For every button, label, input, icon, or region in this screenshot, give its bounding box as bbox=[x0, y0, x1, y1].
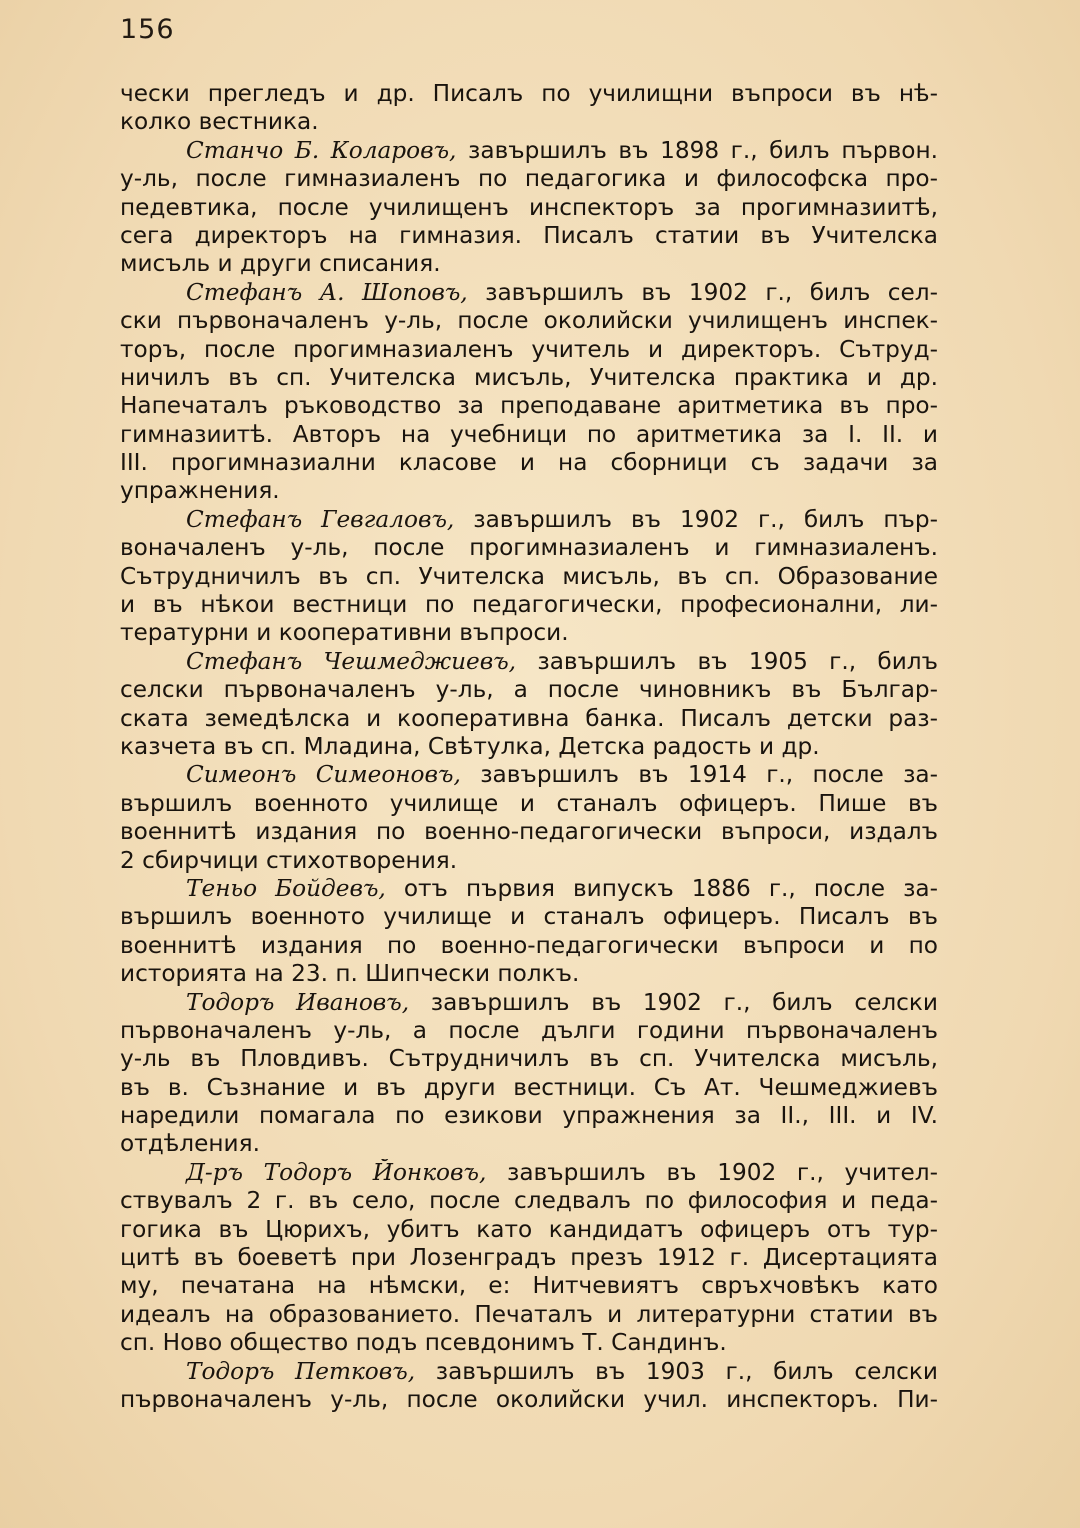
text-line bbox=[120, 733, 938, 761]
line-text: му, печатана на нѣмски, е: Нитчевиятъ свръхчовѣкъ като bbox=[120, 1272, 938, 1300]
line-text: цитѣ въ боеветѣ при Лозенградъ презъ 1912 г. Дисертацията bbox=[120, 1244, 938, 1272]
text-line bbox=[120, 648, 938, 676]
text-line bbox=[120, 1329, 938, 1357]
line-text: вършилъ военното училище и станалъ офицеръ. Писалъ въ bbox=[120, 903, 938, 931]
line-text: завършилъ въ 1902 г., билъ селски bbox=[409, 988, 938, 1016]
person-name: Станчо Б. Коларовъ, bbox=[186, 136, 457, 164]
page-number: 156 bbox=[120, 14, 175, 45]
text-line bbox=[120, 1301, 938, 1329]
line-text: ствувалъ 2 г. въ село, после следвалъ по философия и педа- bbox=[120, 1187, 938, 1215]
text-line bbox=[120, 250, 938, 278]
line-text: селски първоначаленъ у-ль, а после чиновникъ въ Българ- bbox=[120, 676, 938, 704]
text-line bbox=[120, 534, 938, 562]
body-text bbox=[120, 80, 938, 1414]
text-line bbox=[120, 1216, 938, 1244]
line-text: вършилъ военното училище и станалъ офицеръ. Пише въ bbox=[120, 789, 938, 817]
text-line bbox=[120, 1017, 938, 1045]
line-text: педевтика, после училищенъ инспекторъ за прогимназиитѣ, bbox=[120, 193, 938, 221]
line-text: упражнения. bbox=[120, 477, 280, 505]
line-text: отъ първия випускъ 1886 г., после за- bbox=[385, 874, 938, 902]
text-line bbox=[120, 932, 938, 960]
line-text: ската земедѣлска и кооперативна банка. Писалъ детски раз- bbox=[120, 704, 938, 732]
text-line bbox=[120, 903, 938, 931]
text-line bbox=[120, 790, 938, 818]
line-text: гогика въ Цюрихъ, убитъ като кандидатъ офицеръ отъ тур- bbox=[120, 1215, 938, 1243]
line-text: мисъль и други списания. bbox=[120, 250, 441, 278]
line-text: у-ль, после гимназиаленъ по педагогика и философска про- bbox=[120, 165, 938, 193]
text-line bbox=[120, 307, 938, 335]
person-name: Тодоръ Петковъ, bbox=[186, 1357, 416, 1385]
text-line bbox=[120, 477, 938, 505]
text-line bbox=[120, 165, 938, 193]
line-text: 2 сбирчици стихотворения. bbox=[120, 846, 458, 874]
text-line bbox=[120, 1272, 938, 1300]
text-line bbox=[120, 1074, 938, 1102]
line-text: въ в. Съзнание и въ други вестници. Съ Ат. Чешмеджиевъ bbox=[120, 1073, 938, 1101]
text-line bbox=[120, 279, 938, 307]
person-name: Теньо Бойдевъ, bbox=[186, 874, 386, 902]
text-line bbox=[120, 1130, 938, 1158]
line-text: гимназиитѣ. Авторъ на учебници по аритметика за I. II. и bbox=[120, 420, 938, 448]
text-line bbox=[120, 818, 938, 846]
line-text: наредили помагала по езикови упражнения за II., III. и IV. bbox=[120, 1102, 938, 1130]
text-line bbox=[120, 1102, 938, 1130]
text-line bbox=[120, 847, 938, 875]
line-text: воначаленъ у-ль, после прогимназиаленъ и гимназиаленъ. bbox=[120, 534, 938, 562]
line-text: ничилъ въ сп. Учителска мисъль, Учителска практика и др. bbox=[120, 363, 938, 391]
text-line bbox=[120, 506, 938, 534]
person-name: Симеонъ Симеоновъ, bbox=[186, 761, 461, 789]
line-text: Напечаталъ ръководство за преподаване аритметика въ про- bbox=[120, 392, 938, 420]
text-line bbox=[120, 619, 938, 647]
line-text: историята на 23. п. Шипчески полкъ. bbox=[120, 960, 580, 988]
text-line bbox=[120, 1358, 938, 1386]
text-line bbox=[120, 1045, 938, 1073]
line-text: завършилъ въ 1903 г., билъ селски bbox=[415, 1357, 938, 1385]
line-text: завършилъ въ 1914 г., после за- bbox=[460, 761, 938, 789]
line-text: първоначаленъ у-ль, а после дълги години първоначаленъ bbox=[120, 1016, 938, 1044]
text-line bbox=[120, 1386, 938, 1414]
text-line bbox=[120, 392, 938, 420]
line-text: завършилъ въ 1902 г., билъ пър- bbox=[454, 505, 938, 533]
line-text: чески прегледъ и др. Писалъ по училищни въпроси въ нѣ- bbox=[120, 80, 938, 107]
line-text: отдѣления. bbox=[120, 1130, 260, 1158]
person-name: Стефанъ А. Шоповъ, bbox=[186, 278, 468, 306]
text-line bbox=[120, 222, 938, 250]
text-line bbox=[120, 591, 938, 619]
text-line bbox=[120, 563, 938, 591]
text-line bbox=[120, 676, 938, 704]
text-line bbox=[120, 137, 938, 165]
text-line bbox=[120, 449, 938, 477]
line-text: торъ, после прогимназиаленъ учитель и директоръ. Сътруд- bbox=[120, 335, 938, 363]
line-text: завършилъ въ 1902 г., учител- bbox=[486, 1158, 938, 1186]
text-line bbox=[120, 761, 938, 789]
line-text: идеалъ на образованието. Печаталъ и литературни статии въ bbox=[120, 1300, 938, 1328]
person-name: Д-ръ Тодоръ Йонковъ, bbox=[186, 1158, 487, 1186]
line-text: тературни и кооперативни въпроси. bbox=[120, 619, 569, 647]
text-line bbox=[120, 194, 938, 222]
line-text: у-ль въ Пловдивъ. Сътрудничилъ въ сп. Учителска мисъль, bbox=[120, 1045, 938, 1073]
line-text: сега директоръ на гимназия. Писалъ статии въ Учителска bbox=[120, 221, 938, 249]
person-name: Тодоръ Ивановъ, bbox=[186, 988, 410, 1016]
text-line bbox=[120, 336, 938, 364]
line-text: III. прогимназиални класове и на сборници съ задачи за bbox=[120, 449, 938, 477]
text-line bbox=[120, 1244, 938, 1272]
line-text: завършилъ въ 1905 г., билъ bbox=[516, 647, 938, 675]
text-line bbox=[120, 1159, 938, 1187]
text-line bbox=[120, 364, 938, 392]
line-text: сп. Ново общество подъ псевдонимъ Т. Сандинъ. bbox=[120, 1329, 727, 1357]
person-name: Стефанъ Гевгаловъ, bbox=[186, 505, 455, 533]
text-line bbox=[120, 875, 938, 903]
line-text: и въ нѣкои вестници по педагогически, професионални, ли- bbox=[120, 591, 938, 619]
line-text: Сътрудничилъ въ сп. Учителска мисъль, въ сп. Образование bbox=[120, 562, 938, 590]
line-text: ски първоначаленъ у-ль, после околийски училищенъ инспек- bbox=[120, 307, 938, 335]
text-line bbox=[120, 960, 938, 988]
text-line bbox=[120, 989, 938, 1017]
person-name: Стефанъ Чешмеджиевъ, bbox=[186, 647, 517, 675]
line-text: колко вестника. bbox=[120, 108, 319, 136]
line-text: военнитѣ издания по военно-педагогически въпроси, издалъ bbox=[120, 818, 938, 846]
text-line bbox=[120, 80, 938, 108]
text-line bbox=[120, 108, 938, 136]
text-line bbox=[120, 421, 938, 449]
line-text: първоначаленъ у-ль, после околийски учил. инспекторъ. Пи- bbox=[120, 1385, 938, 1413]
text-line bbox=[120, 705, 938, 733]
line-text: военнитѣ издания по военно-педагогически въпроси и по bbox=[120, 931, 938, 959]
line-text: завършилъ въ 1902 г., билъ сел- bbox=[467, 278, 938, 306]
text-line bbox=[120, 1187, 938, 1215]
line-text: казчета въ сп. Младина, Свѣтулка, Детска радость и др. bbox=[120, 732, 820, 760]
line-text: завършилъ въ 1898 г., билъ първон. bbox=[456, 136, 938, 164]
